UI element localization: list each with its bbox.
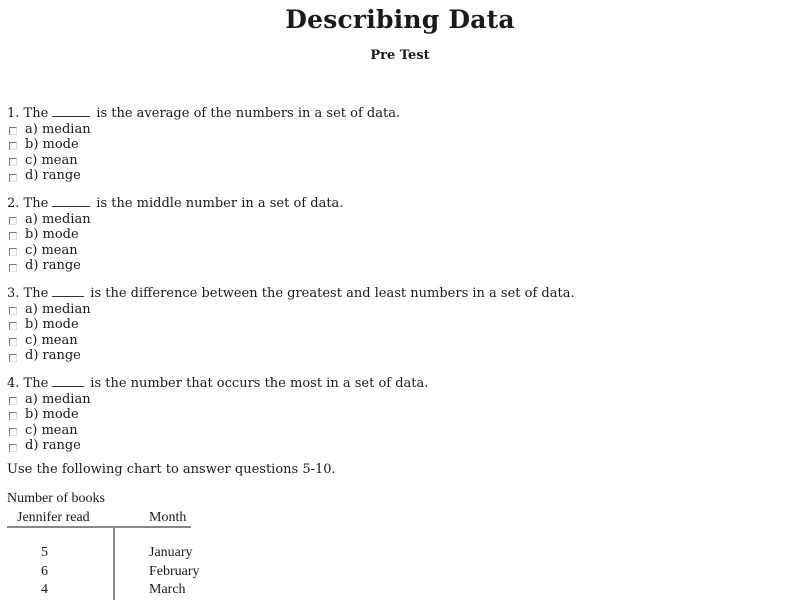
question-3 bbox=[7, 284, 575, 364]
option-label: b) mode bbox=[25, 137, 79, 153]
checkbox[interactable] bbox=[9, 322, 17, 330]
option-label: d) range bbox=[25, 258, 81, 274]
question-stem bbox=[7, 194, 343, 212]
table-row bbox=[7, 564, 207, 582]
option-label: d) range bbox=[25, 348, 81, 364]
books-value: 6 bbox=[41, 564, 48, 579]
question-number: 4. The bbox=[7, 376, 49, 391]
month-value: March bbox=[149, 582, 186, 597]
question-number: 3. The bbox=[7, 286, 49, 301]
table-caption: Number of books bbox=[7, 491, 105, 506]
question-stem bbox=[7, 284, 575, 302]
option-label: a) median bbox=[25, 301, 91, 317]
column-header-books: Jennifer read bbox=[17, 510, 90, 525]
option-d[interactable] bbox=[7, 258, 343, 274]
checkbox[interactable] bbox=[9, 142, 17, 150]
option-a[interactable] bbox=[7, 302, 575, 318]
option-label: a) median bbox=[25, 211, 91, 227]
option-d[interactable] bbox=[7, 168, 400, 184]
option-c[interactable] bbox=[7, 333, 575, 349]
answer-blank bbox=[52, 194, 90, 207]
option-a[interactable] bbox=[7, 122, 400, 138]
checkbox[interactable] bbox=[9, 232, 17, 240]
option-b[interactable] bbox=[7, 227, 343, 243]
option-label: c) mean bbox=[25, 242, 78, 258]
answer-blank bbox=[52, 374, 84, 387]
table-row bbox=[7, 545, 207, 563]
books-value: 4 bbox=[41, 582, 48, 597]
checkbox[interactable] bbox=[9, 174, 17, 182]
checkbox[interactable] bbox=[9, 307, 17, 315]
question-1 bbox=[7, 104, 400, 184]
question-2 bbox=[7, 194, 343, 274]
checkbox[interactable] bbox=[9, 217, 17, 225]
option-label: b) mode bbox=[25, 317, 79, 333]
option-label: a) median bbox=[25, 391, 91, 407]
checkbox[interactable] bbox=[9, 428, 17, 436]
question-stem bbox=[7, 374, 428, 392]
option-d[interactable] bbox=[7, 348, 575, 364]
checkbox[interactable] bbox=[9, 338, 17, 346]
option-c[interactable] bbox=[7, 243, 343, 259]
checkbox[interactable] bbox=[9, 354, 17, 362]
question-text: is the difference between the greatest and least numbers in a set of data. bbox=[90, 286, 575, 301]
option-label: d) range bbox=[25, 168, 81, 184]
instructions-text: Use the following chart to answer questions 5-10. bbox=[7, 462, 336, 477]
option-a[interactable] bbox=[7, 392, 428, 408]
question-text: is the average of the numbers in a set of data. bbox=[96, 106, 401, 121]
option-label: c) mean bbox=[25, 152, 78, 168]
books-value: 5 bbox=[41, 545, 48, 560]
checkbox[interactable] bbox=[9, 127, 17, 135]
checkbox[interactable] bbox=[9, 397, 17, 405]
question-number: 2. The bbox=[7, 196, 49, 211]
option-b[interactable] bbox=[7, 137, 400, 153]
question-4 bbox=[7, 374, 428, 454]
option-label: d) range bbox=[25, 438, 81, 454]
month-value: January bbox=[149, 545, 193, 560]
option-a[interactable] bbox=[7, 212, 343, 228]
page-subtitle: Pre Test bbox=[370, 48, 430, 63]
option-label: c) mean bbox=[25, 422, 78, 438]
table-header bbox=[7, 510, 191, 528]
option-label: a) median bbox=[25, 121, 91, 137]
option-b[interactable] bbox=[7, 407, 428, 423]
page-title: Describing Data bbox=[285, 5, 515, 34]
option-b[interactable] bbox=[7, 317, 575, 333]
table-row bbox=[7, 582, 207, 600]
option-label: b) mode bbox=[25, 227, 79, 243]
option-c[interactable] bbox=[7, 153, 400, 169]
question-text: is the middle number in a set of data. bbox=[96, 196, 344, 211]
question-text: is the number that occurs the most in a set of data. bbox=[90, 376, 429, 391]
month-value: February bbox=[149, 564, 200, 579]
answer-blank bbox=[52, 104, 90, 117]
checkbox[interactable] bbox=[9, 248, 17, 256]
option-d[interactable] bbox=[7, 438, 428, 454]
question-number: 1. The bbox=[7, 106, 49, 121]
option-label: c) mean bbox=[25, 332, 78, 348]
question-stem bbox=[7, 104, 400, 122]
checkbox[interactable] bbox=[9, 412, 17, 420]
option-label: b) mode bbox=[25, 407, 79, 423]
answer-blank bbox=[52, 284, 84, 297]
checkbox[interactable] bbox=[9, 444, 17, 452]
checkbox[interactable] bbox=[9, 158, 17, 166]
checkbox[interactable] bbox=[9, 264, 17, 272]
column-header-month: Month bbox=[149, 510, 187, 525]
option-c[interactable] bbox=[7, 423, 428, 439]
